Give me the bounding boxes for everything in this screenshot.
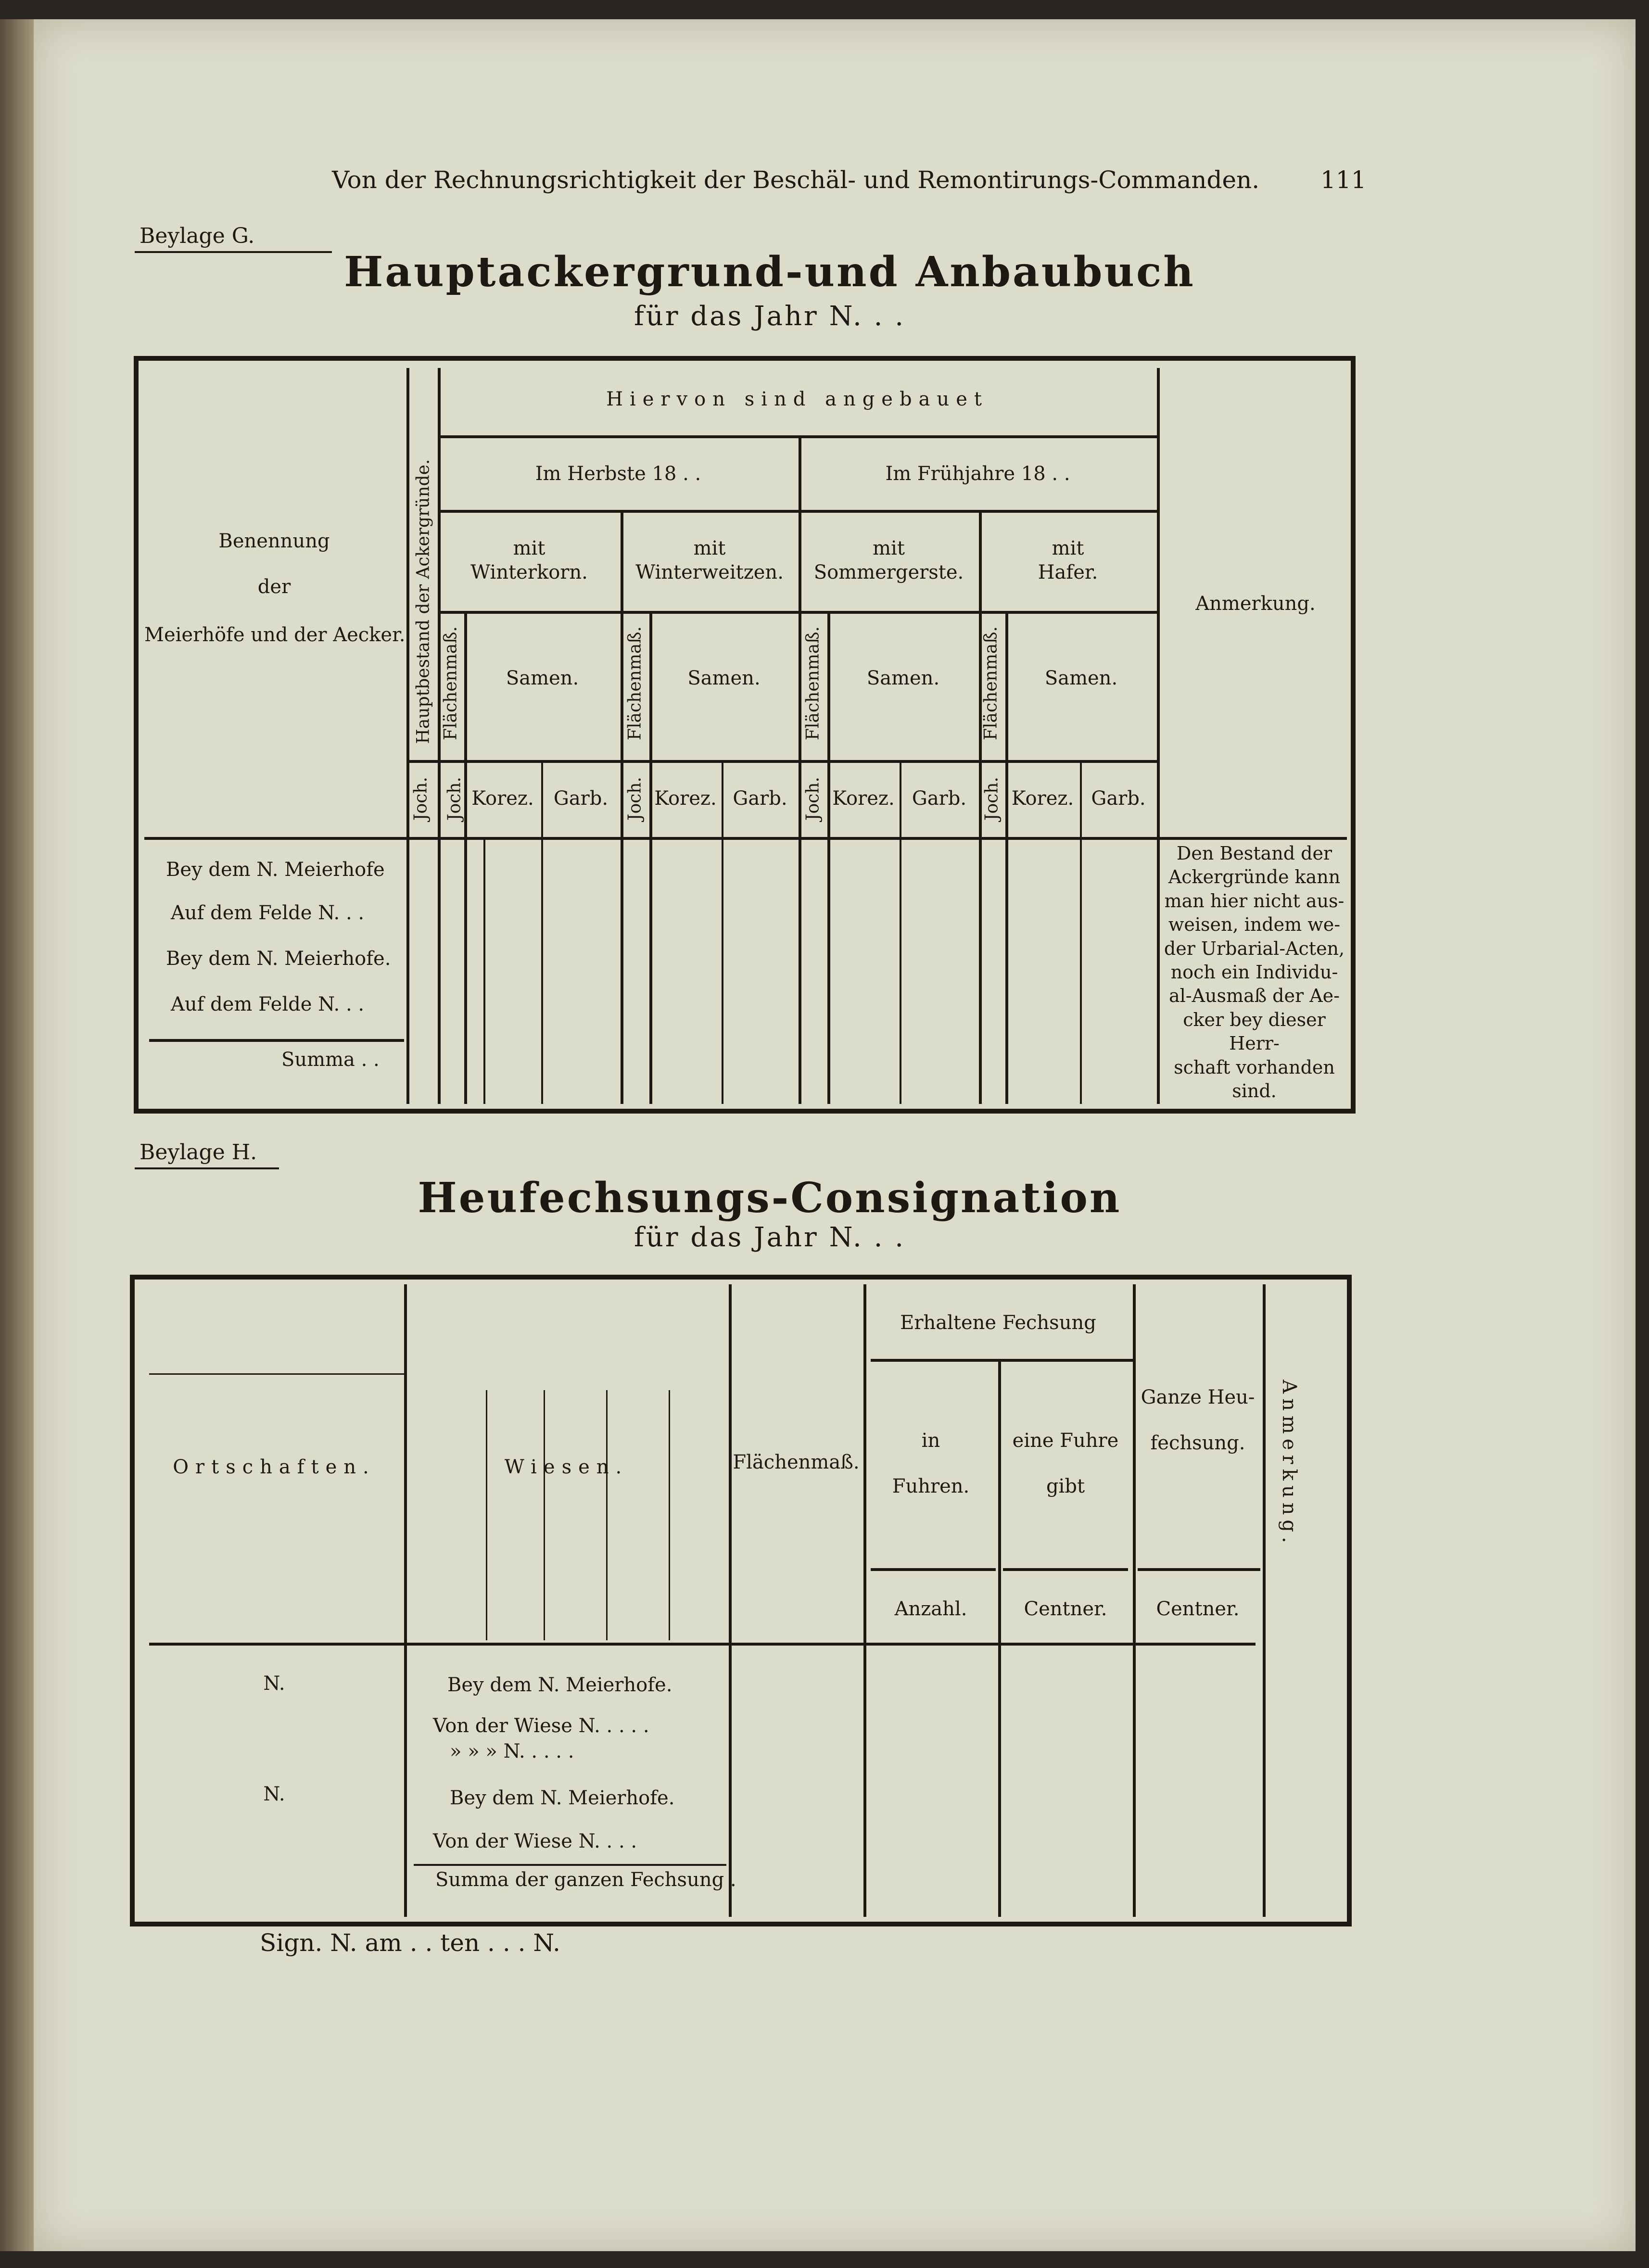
- joch-1: Joch.: [444, 777, 465, 821]
- running-title: Von der Rechnungsrichtigkeit der Beschäl- und Remontirungs-Commanden.: [332, 166, 1260, 194]
- anmerkung-header-g: Anmerkung.: [1195, 593, 1316, 615]
- crop-4-label1: mit: [1052, 537, 1084, 559]
- samen-3: Samen.: [866, 667, 940, 689]
- form-h-subtitle: für das Jahr N. . .: [634, 1222, 906, 1253]
- herbst-header: Im Herbste 18 . .: [535, 463, 701, 485]
- korez-3: Korez.: [832, 787, 895, 810]
- crop-3-label1: mit: [873, 537, 905, 559]
- form-h-title: Heufechsungs-Consignation: [418, 1174, 1122, 1222]
- erhaltene-header: Erhaltene Fechsung: [900, 1312, 1096, 1334]
- book-spine: [0, 19, 36, 2251]
- signature-line: Sign. N. am . . ten . . . N.: [260, 1929, 560, 1957]
- h-row-2: Von der Wiese N. . . . .: [433, 1715, 649, 1737]
- h-row-4: Bey dem N. Meierhofe.: [450, 1787, 675, 1809]
- g-row-2: Auf dem Felde N. . .: [171, 902, 365, 924]
- wiesen-header: Wiesen.: [504, 1456, 629, 1478]
- joch-3: Joch.: [803, 777, 823, 821]
- samen-2: Samen.: [687, 667, 761, 689]
- korez-1: Korez.: [471, 787, 534, 810]
- h-row-1: Bey dem N. Meierhofe.: [447, 1674, 672, 1696]
- flaechenmass-1: Flächenmaß.: [441, 626, 461, 740]
- hauptbestand-header: Hauptbestand der Ackergründe.: [413, 459, 433, 744]
- ganze-1: Ganze Heu-: [1141, 1386, 1255, 1408]
- garb-2: Garb.: [733, 787, 787, 810]
- form-g-subtitle: für das Jahr N. . .: [634, 301, 906, 332]
- eine-fuhre-1: eine Fuhre: [1012, 1430, 1119, 1452]
- beylage-h-label: Beylage H.: [135, 1140, 279, 1169]
- h-row-5: Von der Wiese N. . . .: [433, 1830, 637, 1852]
- centner-header-1: Centner.: [1024, 1598, 1107, 1620]
- garb-3: Garb.: [912, 787, 967, 810]
- flaechenmass-4: Flächenmaß.: [981, 626, 1001, 740]
- g-note: Den Bestand der Ackergründe kann man hier nicht aus- weisen, indem we- der Urbarial-Acten, noch ein Individu- al-Ausmaß der Ae- cker bey dieser Herr- schaft vorhanden sind.: [1164, 843, 1345, 1102]
- g-row-1: Bey dem N. Meierhofe: [166, 859, 385, 881]
- benennung-line1: Benennung: [218, 530, 330, 552]
- flaechenmass-2: Flächenmaß.: [625, 626, 645, 740]
- beylage-g-label: Beylage G.: [135, 224, 332, 253]
- eine-fuhre-2: gibt: [1046, 1475, 1085, 1497]
- centner-header-2: Centner.: [1156, 1598, 1240, 1620]
- anmerkung-header-h: Anmerkung.: [1278, 1380, 1300, 1548]
- samen-4: Samen.: [1044, 667, 1118, 689]
- in-fuhren-1: in: [921, 1430, 940, 1452]
- crop-3-label2: Sommergerste.: [813, 561, 964, 583]
- g-row-4: Auf dem Felde N. . .: [171, 993, 365, 1015]
- flaechenmass-header-h: Flächenmaß.: [733, 1451, 860, 1473]
- in-fuhren-2: Fuhren.: [892, 1475, 970, 1497]
- crop-2-label1: mit: [693, 537, 726, 559]
- h-row-3: » » » N. . . . .: [450, 1740, 574, 1762]
- anzahl-header: Anzahl.: [894, 1598, 967, 1620]
- fruehjahr-header: Im Frühjahre 18 . .: [885, 463, 1070, 485]
- garb-1: Garb.: [553, 787, 609, 810]
- ort-row-2: N.: [263, 1783, 285, 1805]
- crop-1-label2: Winterkorn.: [470, 561, 588, 583]
- flaechenmass-3: Flächenmaß.: [803, 626, 823, 740]
- ortschaften-header: Ortschaften.: [173, 1456, 376, 1478]
- benennung-line3: Meierhöfe und der Aecker.: [144, 624, 406, 646]
- joch-4: Joch.: [982, 777, 1002, 821]
- h-summa: Summa der ganzen Fechsung .: [435, 1869, 736, 1891]
- samen-1: Samen.: [506, 667, 579, 689]
- hiervon-header: Hiervon sind angebauet: [606, 388, 989, 410]
- joch-2: Joch.: [625, 777, 645, 821]
- korez-4: Korez.: [1011, 787, 1074, 810]
- form-g-title: Hauptackergrund-und Anbaubuch: [344, 248, 1195, 296]
- page-number: 111: [1320, 166, 1367, 194]
- garb-4: Garb.: [1091, 787, 1146, 810]
- crop-2-label2: Winterweitzen.: [635, 561, 784, 583]
- benennung-line2: der: [257, 576, 291, 598]
- korez-2: Korez.: [654, 787, 717, 810]
- ort-row-1: N.: [263, 1672, 285, 1695]
- ganze-2: fechsung.: [1150, 1432, 1245, 1454]
- g-summa: Summa . .: [281, 1049, 380, 1071]
- crop-1-label1: mit: [513, 537, 545, 559]
- crop-4-label2: Hafer.: [1038, 561, 1098, 583]
- joch-main: Joch.: [411, 777, 431, 821]
- g-row-3: Bey dem N. Meierhofe.: [166, 948, 391, 970]
